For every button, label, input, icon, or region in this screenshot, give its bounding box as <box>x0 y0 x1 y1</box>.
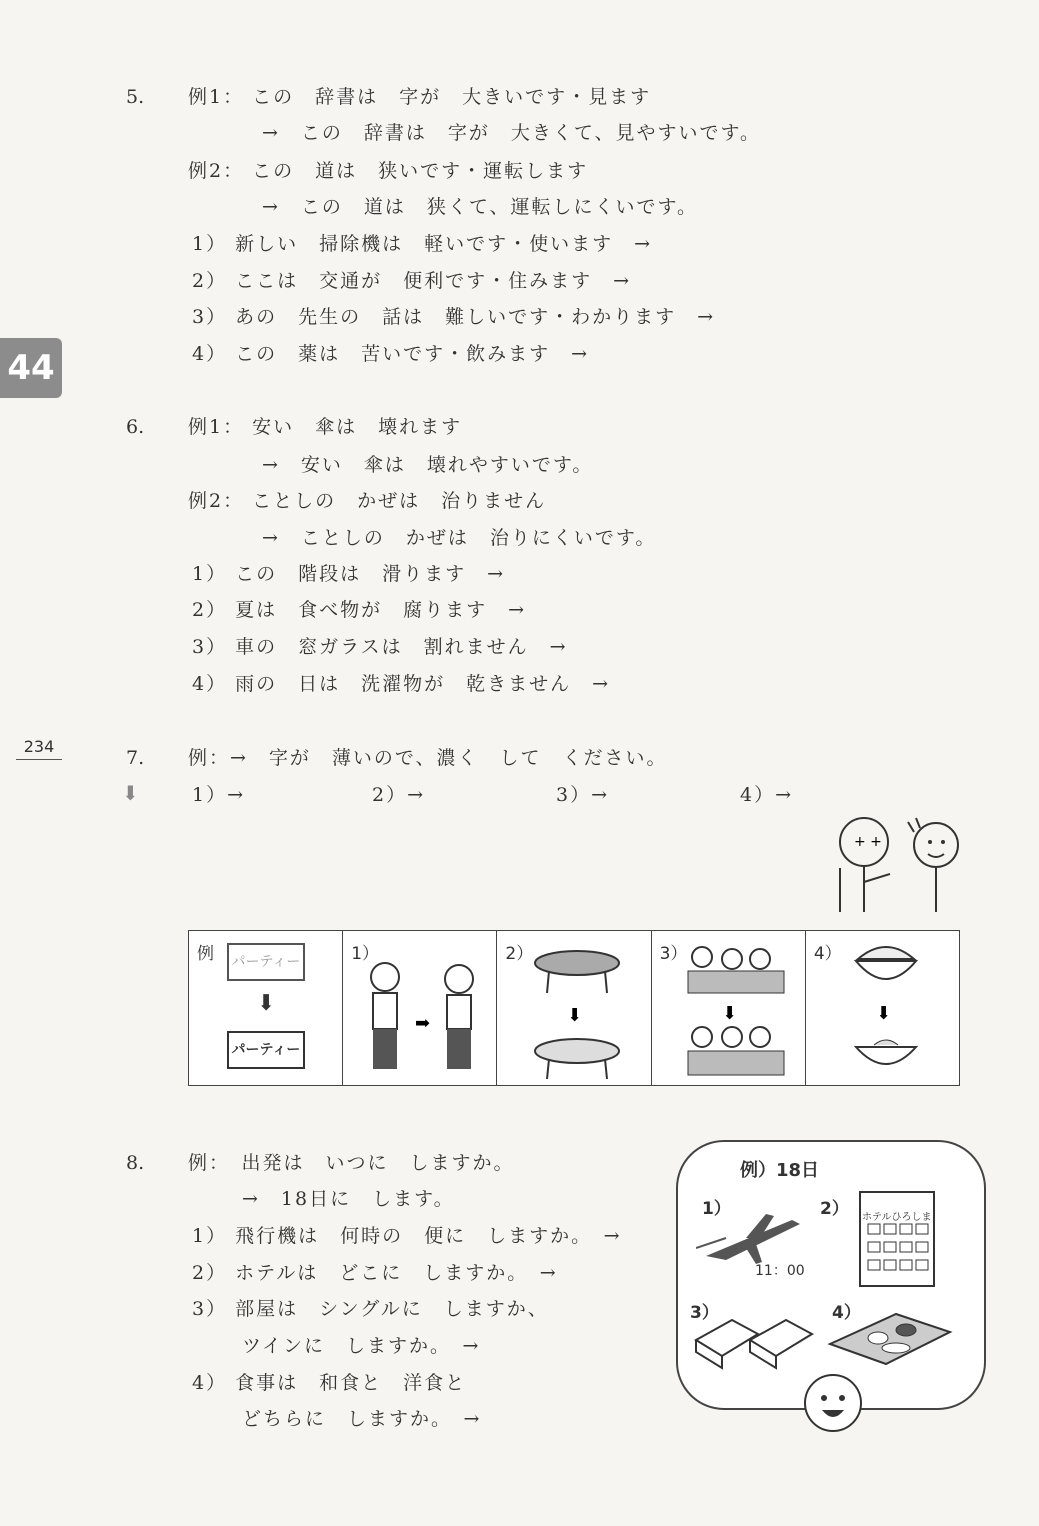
picture-cell-example <box>189 931 343 1085</box>
hotel-building-icon <box>858 1190 938 1290</box>
cell-label: 3） <box>659 944 688 964</box>
sec6-item-2: 2） 夏は 食べ物が 腐ります → <box>192 599 527 621</box>
sec8-item-3: 3） 部屋は シングルに しますか、 <box>192 1298 549 1320</box>
picture-cell-1 <box>343 931 497 1085</box>
meal-tray-icon <box>826 1310 954 1370</box>
sec7-answer-4: 4）→ <box>740 784 794 806</box>
twin-beds-icon <box>692 1310 820 1372</box>
sec5-example2-prompt: 例2： この 道は 狭いです・運転します <box>188 160 589 182</box>
section-8-number: 8. <box>126 1152 145 1174</box>
sec5-item-4: 4） この 薬は 苦いです・飲みます → <box>192 343 590 365</box>
page-number: 234 <box>16 737 62 760</box>
picture-cell-4 <box>806 931 959 1085</box>
sec5-example1-answer: → この 辞書は 字が 大きくて、見やすいです。 <box>262 122 762 144</box>
sec5-item-3: 3） あの 先生の 話は 難しいです・わかります → <box>192 306 716 328</box>
picture-cell-3 <box>652 931 806 1085</box>
cell-label: 2） <box>505 944 534 964</box>
svg-text:⬇: ⬇ <box>721 1003 737 1024</box>
sec8-item-4: 4） 食事は 和食と 洋食と <box>192 1372 467 1394</box>
messy-to-clean-table-illustration <box>497 931 649 1081</box>
dark-party-sign: パーティー <box>227 1031 305 1069</box>
sec8-item-3-cont: ツインに しますか。 → <box>242 1335 481 1357</box>
sec6-example1-answer: → 安い 傘は 壊れやすいです。 <box>262 454 594 476</box>
section-7-number: 7. <box>126 747 145 769</box>
sec6-example2-prompt: 例2： ことしの かぜは 治りません <box>188 490 547 512</box>
cell-label: 1） <box>351 944 380 964</box>
cell-label: 例 <box>197 944 214 964</box>
picture-cell-2 <box>497 931 651 1085</box>
svg-text:⬇: ⬇ <box>567 1005 583 1026</box>
talking-figures-illustration <box>830 812 980 917</box>
sec8-item-1: 1） 飛行機は 何時の 便に しますか。 → <box>192 1225 622 1247</box>
svg-text:➡: ➡ <box>415 1013 431 1034</box>
chapter-tab: 44 <box>0 338 62 398</box>
sec8-example-question: 例： 出発は いつに しますか。 <box>188 1152 515 1174</box>
download-arrow-icon: ⬇ <box>122 781 139 805</box>
smiling-face-icon <box>800 1370 866 1436</box>
sec6-item-4: 4） 雨の 日は 洗濯物が 乾きません → <box>192 673 611 695</box>
section-6-number: 6. <box>126 416 145 438</box>
bubble-title: 例）18日 <box>740 1160 820 1181</box>
faint-party-sign: パーティー <box>227 943 305 981</box>
full-to-eaten-rice-bowl-illustration <box>806 931 958 1081</box>
sec7-answer-3: 3）→ <box>556 784 610 806</box>
sec7-picture-row <box>188 930 960 1086</box>
sec6-example2-answer: → ことしの かぜは 治りにくいです。 <box>262 527 657 549</box>
sec6-example1-prompt: 例1： 安い 傘は 壊れます <box>188 416 463 438</box>
sec6-item-3: 3） 車の 窓ガラスは 割れません → <box>192 636 568 658</box>
sec5-example2-answer: → この 道は 狭くて、運転しにくいです。 <box>262 196 699 218</box>
bubble-label-1: 1） <box>702 1199 731 1219</box>
airplane-icon <box>696 1208 806 1266</box>
hotel-name-sign: ホテルひろしま <box>862 1212 932 1223</box>
sec5-example1-prompt: 例1： この 辞書は 字が 大きいです・見ます <box>188 86 652 108</box>
sec8-item-2: 2） ホテルは どこに しますか。 → <box>192 1262 558 1284</box>
svg-text:+ +: + + <box>854 834 882 850</box>
down-arrow-icon: ⬇ <box>257 991 276 1016</box>
sec7-answer-1: 1）→ <box>192 784 246 806</box>
sec8-item-4-cont: どちらに しますか。 → <box>242 1408 482 1430</box>
noisy-to-quiet-people-illustration <box>652 931 804 1081</box>
cell-label: 4） <box>813 944 842 964</box>
bubble-label-2: 2） <box>820 1199 849 1219</box>
sec5-item-1: 1） 新しい 掃除機は 軽いです・使います → <box>192 233 653 255</box>
svg-text:⬇: ⬇ <box>875 1003 891 1024</box>
sec7-example: 例：→ 字が 薄いので、濃く して ください。 <box>188 747 668 769</box>
sec8-example-answer: → 18日に します。 <box>242 1188 455 1210</box>
sec6-item-1: 1） この 階段は 滑ります → <box>192 563 506 585</box>
sec7-answer-2: 2）→ <box>372 784 426 806</box>
bubble-label-3: 3） <box>690 1303 719 1323</box>
bubble-label-4: 4） <box>832 1303 861 1323</box>
flight-time: 11：00 <box>755 1263 805 1279</box>
section-5-number: 5. <box>126 86 145 108</box>
thin-to-fat-man-illustration <box>343 931 495 1081</box>
sec5-item-2: 2） ここは 交通が 便利です・住みます → <box>192 270 632 292</box>
